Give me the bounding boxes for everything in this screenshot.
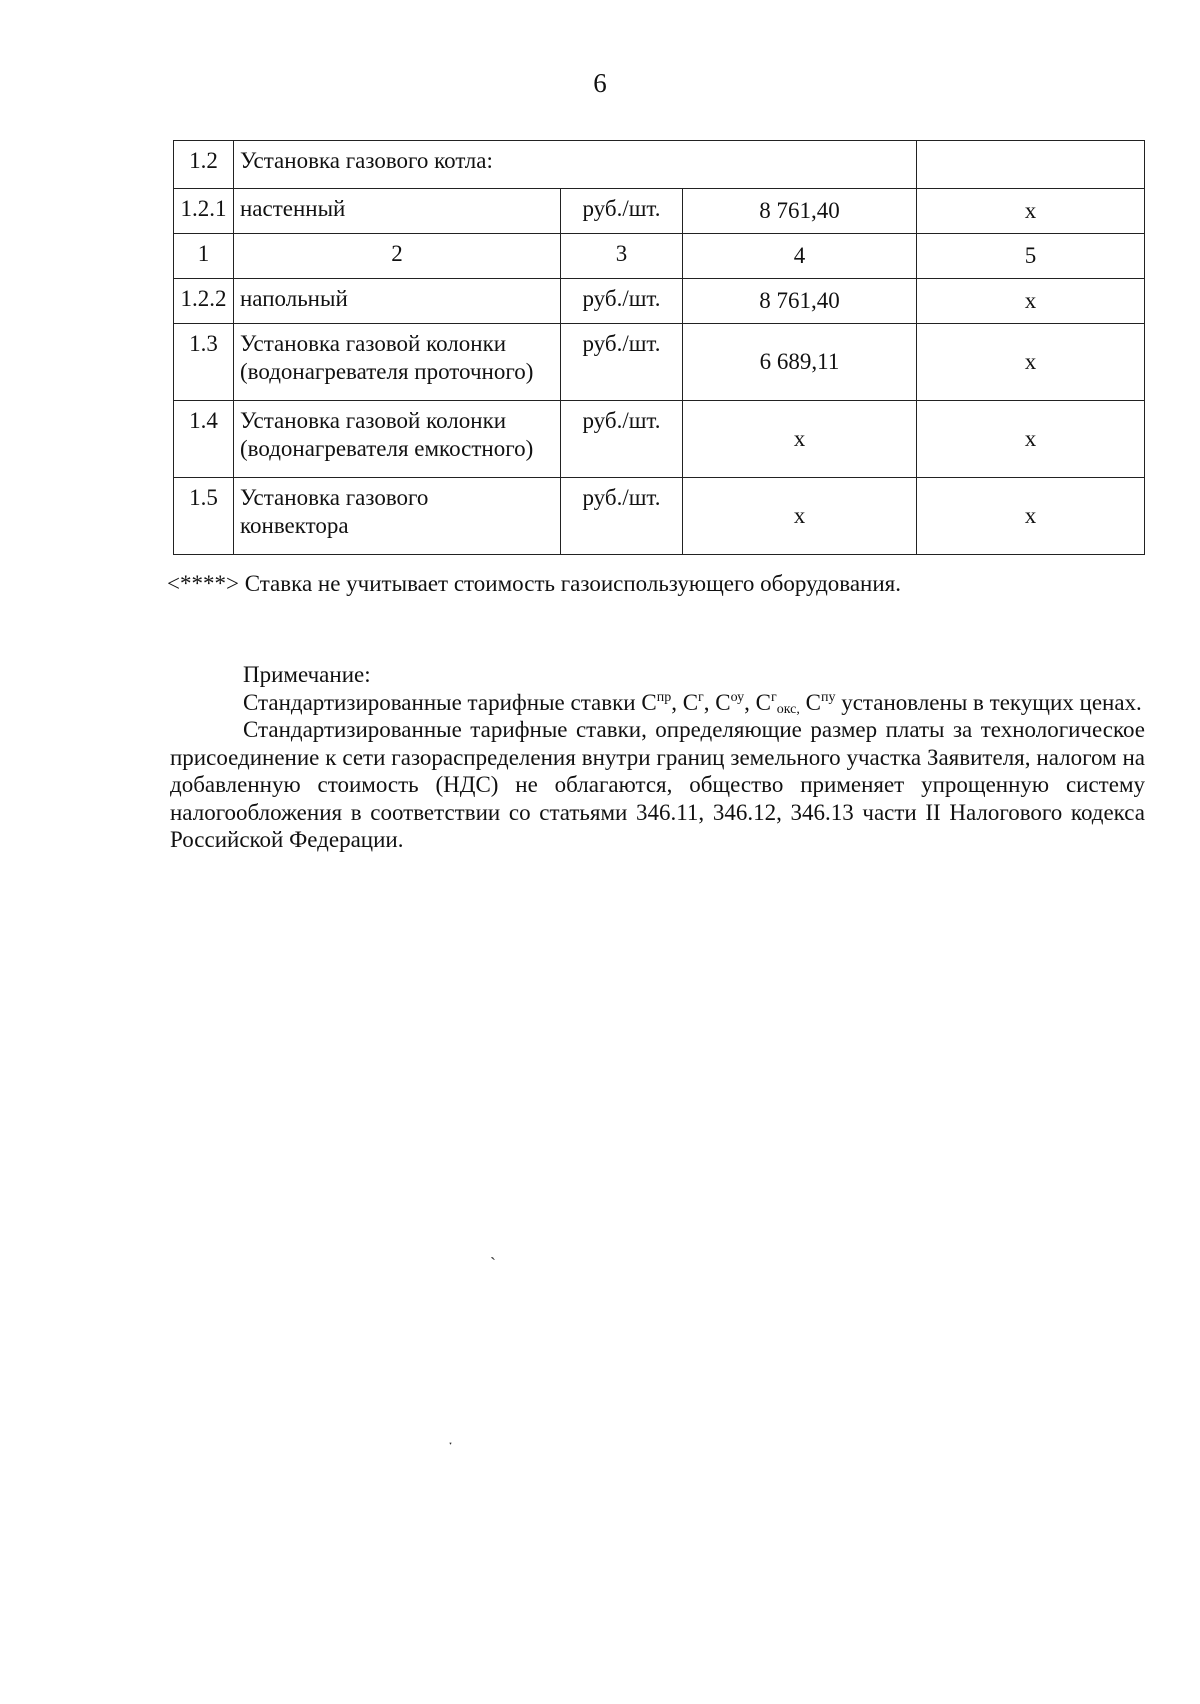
row-name-line: Установка газовой колонки bbox=[240, 331, 507, 356]
row-extra: х bbox=[917, 279, 1145, 324]
row-name: напольный bbox=[234, 279, 561, 324]
row-unit: руб./шт. bbox=[561, 324, 683, 401]
row-unit: руб./шт. bbox=[561, 478, 683, 555]
row-unit: руб./шт. bbox=[561, 189, 683, 234]
tariff-table bbox=[173, 140, 1145, 555]
row-extra: х bbox=[917, 401, 1145, 478]
table-row bbox=[174, 279, 1145, 324]
column-number: 2 bbox=[234, 234, 561, 279]
row-number: 1.4 bbox=[174, 401, 234, 478]
note-title: Примечание: bbox=[243, 662, 371, 687]
row-unit: руб./шт. bbox=[561, 401, 683, 478]
row-rate: х bbox=[683, 478, 917, 555]
note-section bbox=[170, 661, 1145, 854]
row-name bbox=[234, 478, 561, 555]
column-number: 1 bbox=[174, 234, 234, 279]
row-name bbox=[234, 324, 561, 401]
footnote: <****> Ставка не учитывает стоимость газоиспользующего оборудования. bbox=[167, 571, 901, 596]
scan-mark: ˑ bbox=[448, 1435, 454, 1455]
table-row bbox=[174, 189, 1145, 234]
table-row bbox=[174, 401, 1145, 478]
row-number: 1.2.1 bbox=[174, 189, 234, 234]
table-row bbox=[174, 141, 1145, 189]
row-number: 1.3 bbox=[174, 324, 234, 401]
row-number: 1.5 bbox=[174, 478, 234, 555]
row-name-line: (водонагревателя емкостного) bbox=[240, 436, 534, 461]
row-name-line: (водонагревателя проточного) bbox=[240, 359, 534, 384]
row-unit: руб./шт. bbox=[561, 279, 683, 324]
row-name bbox=[234, 401, 561, 478]
row-extra: х bbox=[917, 324, 1145, 401]
row-name: Установка газового котла: bbox=[234, 141, 917, 189]
row-name-line: Установка газового bbox=[240, 485, 429, 510]
column-number: 4 bbox=[683, 234, 917, 279]
note-paragraph-2: Стандартизированные тарифные ставки, определяющие размер платы за технологическое присоединение к сети газораспределения внутри границ земельного участка Заявителя, налогом на добавленную стоимость (НДС) не облагаются, общество применяет упрощенную систему налогообложения в соответствии со статьями 346.11, 346.12, 346.13 части II Налогового кодекса Российской Федерации. bbox=[170, 717, 1145, 852]
row-name-line: Установка газовой колонки bbox=[240, 408, 507, 433]
page-number: 6 bbox=[593, 68, 607, 98]
row-extra: х bbox=[917, 189, 1145, 234]
row-number: 1.2.2 bbox=[174, 279, 234, 324]
column-number: 5 bbox=[917, 234, 1145, 279]
row-rate: х bbox=[683, 401, 917, 478]
row-number: 1.2 bbox=[174, 141, 234, 189]
scan-mark: ˏ bbox=[490, 1240, 496, 1260]
row-rate: 6 689,11 bbox=[683, 324, 917, 401]
row-rate: 8 761,40 bbox=[683, 189, 917, 234]
row-name-line: конвектора bbox=[240, 513, 349, 538]
row-extra: х bbox=[917, 478, 1145, 555]
column-numbers-row bbox=[174, 234, 1145, 279]
row-extra bbox=[917, 141, 1145, 189]
table-row bbox=[174, 478, 1145, 555]
row-rate: 8 761,40 bbox=[683, 279, 917, 324]
column-number: 3 bbox=[561, 234, 683, 279]
note-paragraph-1: Стандартизированные тарифные ставки $С^{пр}$, $С^г$, $С^{оу}$, $С^г_{окс,}$ $С^{пу}$ установлены в текущих ценах. bbox=[243, 689, 1142, 717]
table-row bbox=[174, 324, 1145, 401]
row-name: настенный bbox=[234, 189, 561, 234]
